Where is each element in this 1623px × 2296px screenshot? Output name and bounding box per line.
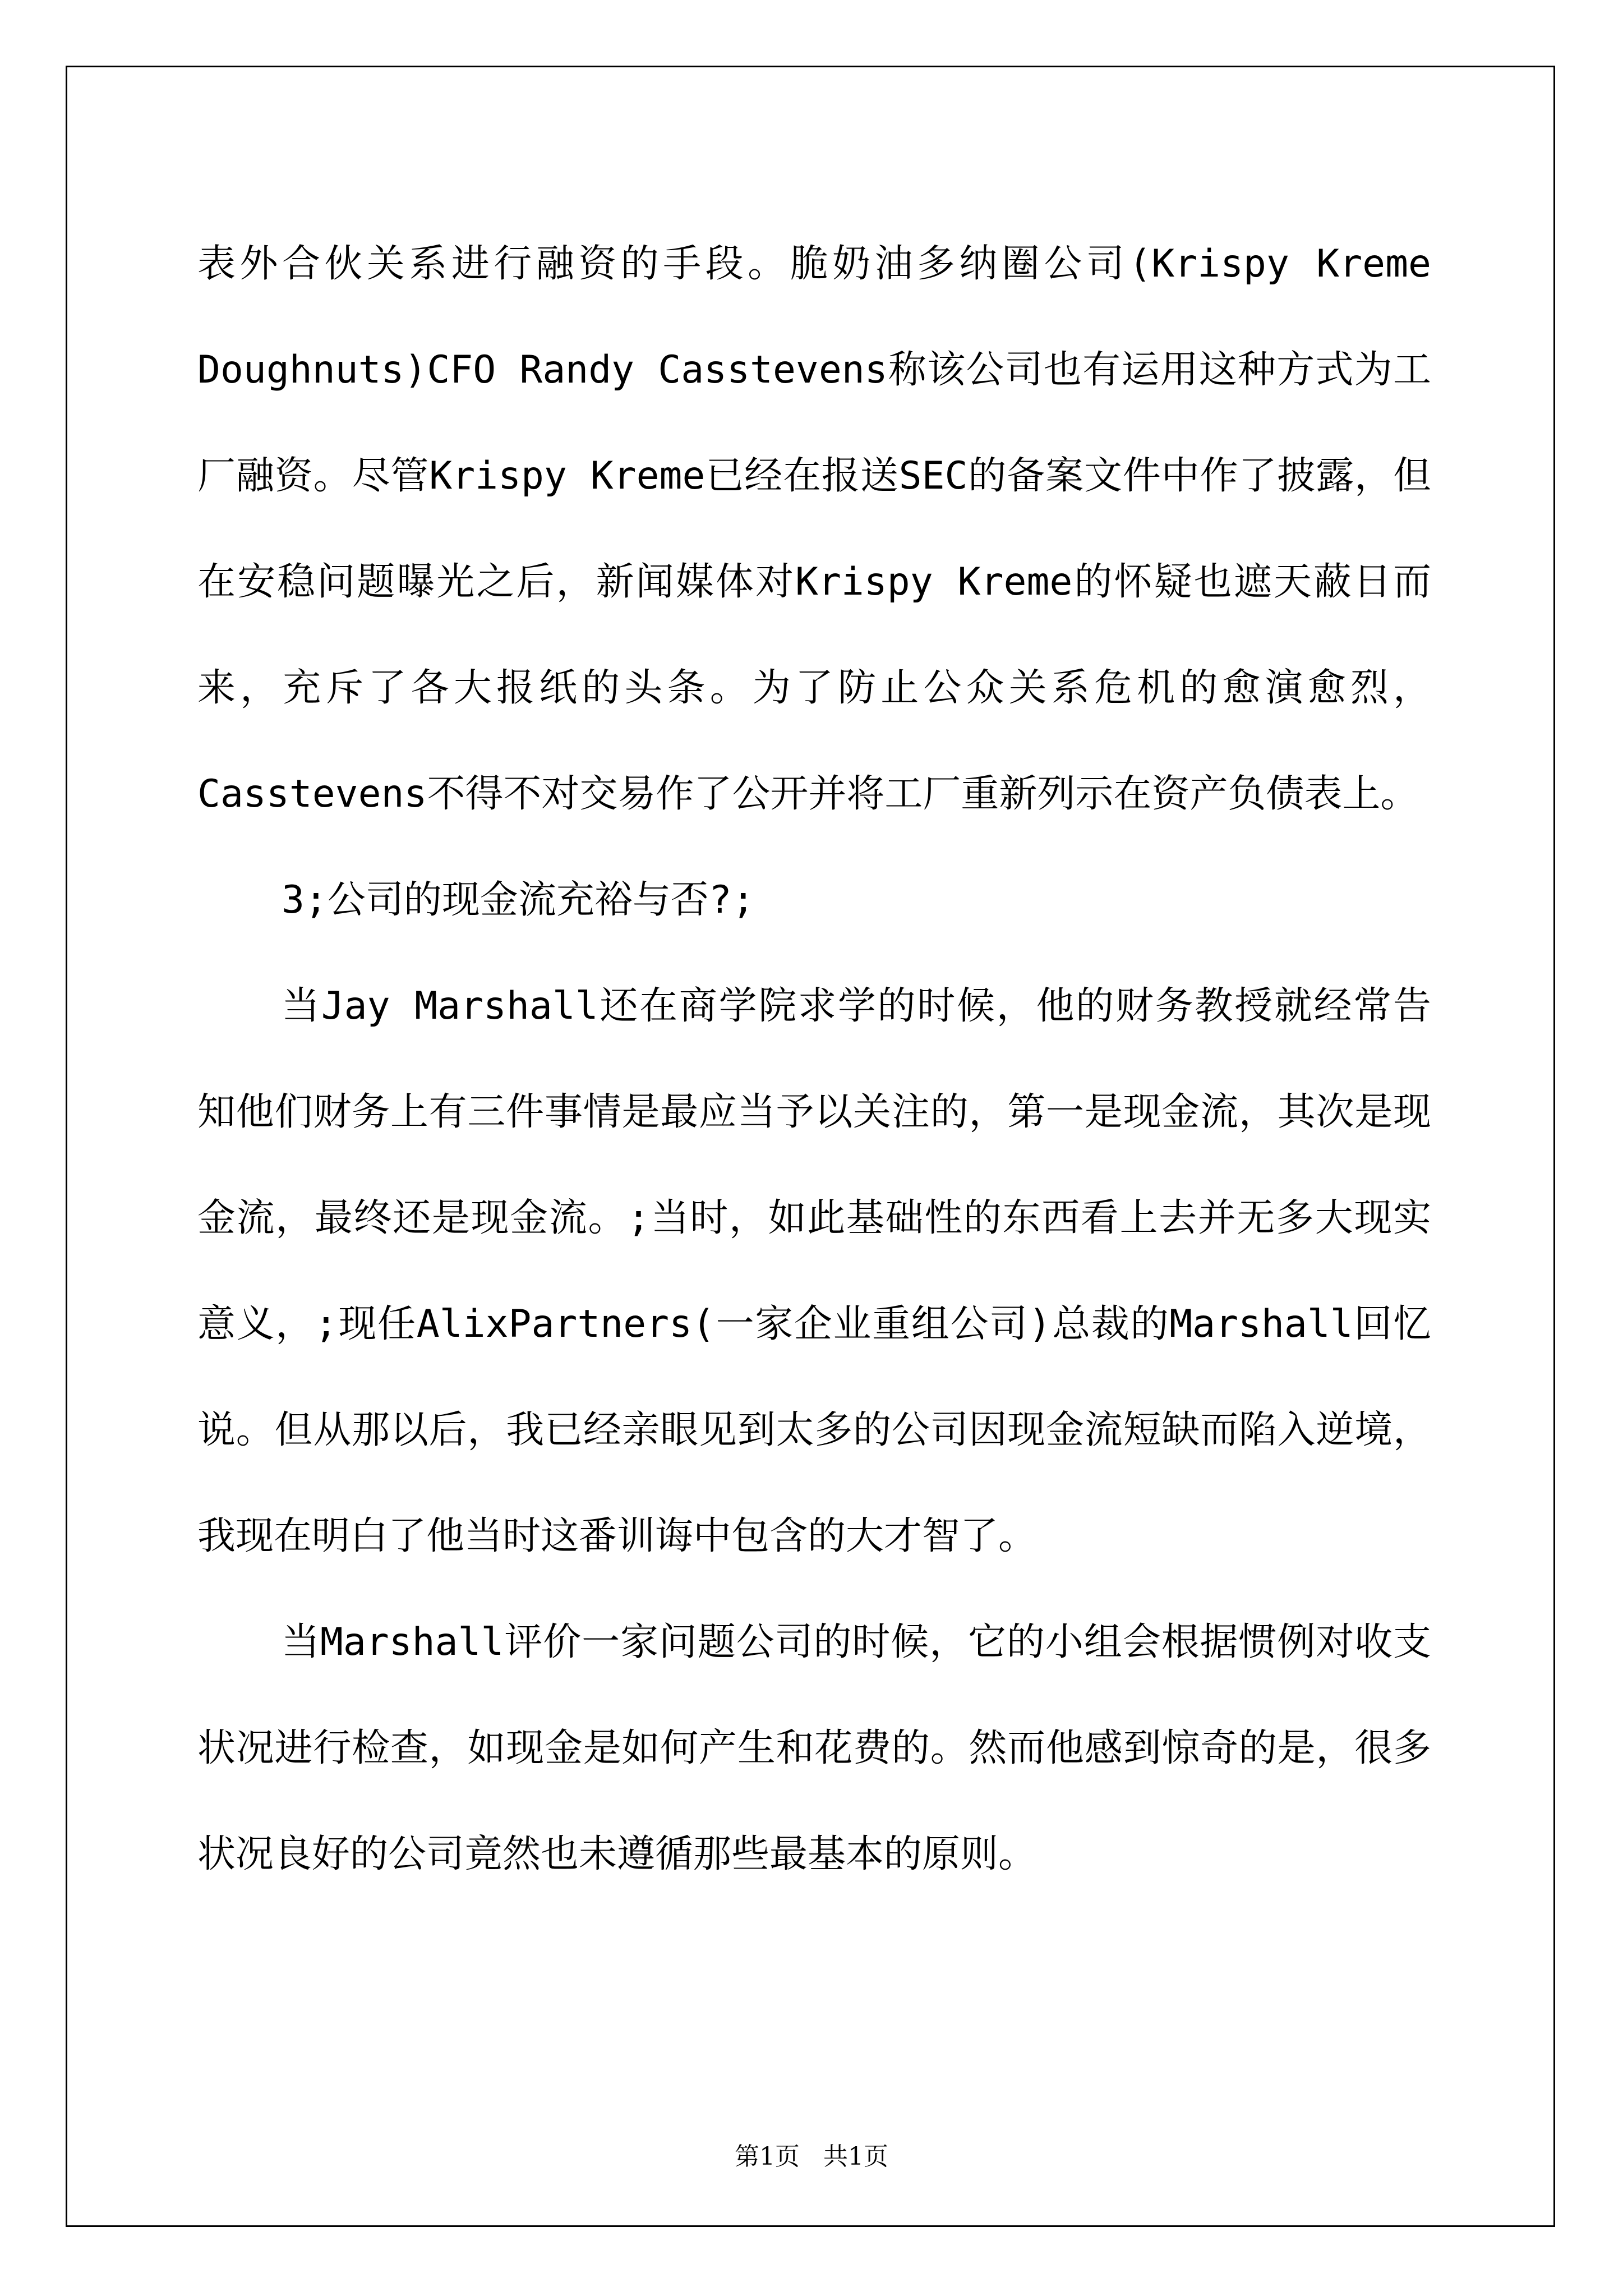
paragraph-3: 当Jay Marshall还在商学院求学的时候，他的财务教授就经常告知他们财务上有三件事情是最应当予以关注的，第一是现金流，其次是现金流，最终还是现金流。;当时，如此基础性的东西看上去并无多大现实意义，;现任AlixPartners(一家企业重组公司)总裁的Marshall回忆说。但从那以后，我已经亲眼见到太多的公司因现金流短缺而陷入逆境，我现在明白了他当时这番训诲中包含的大才智了。 [197,984,1431,1558]
paragraph-1: 表外合伙关系进行融资的手段。脆奶油多纳圈公司(Krispy Kreme Doughnuts)CFO Randy Casstevens称该公司也有运用这种方式为工厂融资。尽管Krispy Kreme已经在报送SEC的备案文件中作了披露，但在安稳问题曝光之后，新闻媒体对Krispy Kreme的怀疑也遮天蔽日而来，充斥了各大报纸的头条。为了防止公众关系危机的愈演愈烈，Casstevens不得不对交易作了公开并将工厂重新列示在资产负债表上。 [197,242,1431,816]
document-body [197,211,1431,1907]
paragraph-2-heading: 3;公司的现金流充裕与否?; [282,878,755,922]
paragraph-4: 当Marshall评价一家问题公司的时候，它的小组会根据惯例对收支状况进行检查，如现金是如何产生和花费的。然而他感到惊奇的是，很多状况良好的公司竟然也未遵循那些最基本的原则。 [197,1620,1431,1876]
page-footer: 第1页 共1页 [735,2142,888,2171]
